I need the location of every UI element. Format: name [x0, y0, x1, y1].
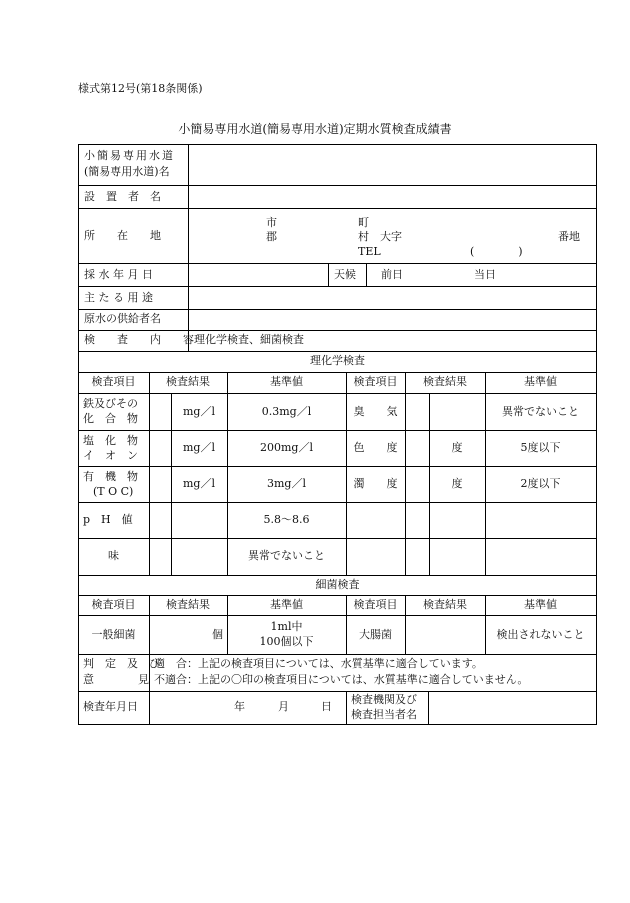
- form-id: 様式第12号(第18条関係): [78, 82, 203, 95]
- rule: [78, 309, 597, 310]
- item-iron: 化 合 物: [83, 412, 138, 425]
- weather-prev-day: 前日: [381, 268, 403, 281]
- date-day: 日: [321, 700, 332, 713]
- rule: [78, 286, 597, 287]
- rule: [78, 724, 597, 725]
- rule: [78, 595, 597, 596]
- location-banchi: 番地: [558, 230, 580, 243]
- col-standard: 基準値: [270, 598, 303, 611]
- agency-label: 検査担当者名: [351, 708, 417, 721]
- col-result: 検査結果: [423, 598, 467, 611]
- rule: [346, 691, 347, 724]
- rule: [78, 654, 597, 655]
- rule: [405, 372, 406, 575]
- col-standard: 基準値: [524, 598, 557, 611]
- item-iron: 鉄及びその: [83, 397, 138, 410]
- unit: mg／l: [183, 441, 215, 454]
- judgement-label: 意 見: [83, 673, 149, 686]
- item-chloride: イ オ ン: [83, 449, 138, 462]
- item-ph: p H 値: [83, 513, 133, 526]
- weather-label: 天候: [334, 268, 356, 281]
- rule: [78, 575, 597, 576]
- location-village: 村 大字: [358, 230, 402, 243]
- document-title: 小簡易専用水道(簡易専用水道)定期水質検査成績書: [178, 122, 452, 136]
- location-tel: TEL: [358, 245, 381, 258]
- rule: [78, 263, 597, 264]
- location-gun: 郡: [266, 230, 277, 243]
- standard-value: 2度以下: [520, 477, 561, 490]
- rule: [346, 372, 347, 575]
- judgement-fail: 不適合：上記の〇印の検査項目については、水質基準に適合していません。: [154, 673, 529, 686]
- rule: [596, 144, 597, 725]
- col-item: 検査項目: [91, 375, 136, 388]
- inspection-content-value: 理化学検査、細菌検査: [194, 333, 304, 346]
- item-color: 色 度: [353, 441, 398, 454]
- location-city: 市: [266, 216, 277, 229]
- rule: [328, 263, 329, 286]
- location-town: 町: [358, 216, 369, 229]
- standard-value: 1ml中: [270, 620, 303, 633]
- standard-value: 3mg／l: [267, 477, 306, 490]
- inspection-content-label: 検 査 内 容: [84, 333, 194, 346]
- col-standard: 基準値: [524, 375, 557, 388]
- rule: [78, 393, 597, 394]
- location-label: 所 在 地: [84, 229, 161, 242]
- item-general-bacteria: 一般細菌: [91, 628, 136, 641]
- rule: [366, 263, 367, 286]
- unit: mg／l: [183, 405, 215, 418]
- rule: [78, 185, 597, 186]
- rule: [78, 502, 597, 503]
- judgement-label: 判 定 及 び: [83, 657, 160, 670]
- standard-value: 200mg／l: [260, 441, 313, 454]
- standard-value: 異常でないこと: [502, 405, 579, 418]
- rule: [78, 372, 597, 373]
- item-chloride: 塩 化 物: [83, 434, 138, 447]
- sampling-date-label: 採 水 年 月 日: [84, 268, 153, 281]
- rule: [227, 372, 228, 575]
- rule: [428, 691, 429, 724]
- location-tel-paren: ( ): [470, 245, 523, 258]
- unit: mg／l: [183, 477, 215, 490]
- standard-value: 検出されないこと: [496, 628, 585, 641]
- rule: [149, 372, 150, 575]
- standard-value: 100個以下: [259, 635, 314, 648]
- col-item: 検査項目: [353, 375, 398, 388]
- main-use-label: 主 た る 用 途: [84, 291, 153, 304]
- physchem-section-title: 理化学検査: [310, 354, 365, 367]
- source-supplier-label: 原水の供給者名: [84, 312, 161, 325]
- facility-name-label: 小簡易専用水道: [84, 149, 175, 162]
- col-result: 検査結果: [423, 375, 467, 388]
- col-standard: 基準値: [270, 375, 303, 388]
- col-result: 検査結果: [166, 598, 210, 611]
- unit: 度: [451, 441, 463, 454]
- col-result: 検査結果: [166, 375, 210, 388]
- unit: 度: [451, 477, 463, 490]
- rule: [78, 538, 597, 539]
- rule: [78, 430, 597, 431]
- item-e-coli: 大腸菌: [359, 628, 392, 641]
- col-item: 検査項目: [91, 598, 136, 611]
- agency-label: 検査機関及び: [351, 693, 417, 706]
- rule: [78, 330, 597, 331]
- rule: [78, 144, 597, 145]
- standard-value: 5.8～8.6: [263, 513, 310, 526]
- judgement-pass: 適 合：上記の検査項目については、水質基準に適合しています。: [154, 657, 483, 670]
- facility-name-label: (簡易専用水道)名: [84, 165, 170, 178]
- item-taste: 味: [108, 549, 119, 562]
- installer-label: 設 置 者 名: [84, 190, 161, 203]
- unit: 個: [212, 628, 223, 641]
- item-odor: 臭 気: [353, 405, 398, 418]
- rule: [188, 144, 189, 351]
- rule: [78, 208, 597, 209]
- standard-value: 異常でないこと: [248, 549, 325, 562]
- bacteria-section-title: 細菌検査: [315, 578, 360, 591]
- rule: [78, 615, 597, 616]
- col-item: 検査項目: [353, 598, 398, 611]
- date-year: 年: [234, 700, 245, 713]
- rule: [485, 372, 486, 575]
- inspection-form-table: [78, 144, 597, 724]
- rule: [149, 691, 150, 724]
- rule: [78, 466, 597, 467]
- rule: [78, 351, 597, 352]
- standard-value: 5度以下: [520, 441, 561, 454]
- rule: [78, 691, 597, 692]
- weather-same-day: 当日: [474, 268, 496, 281]
- date-month: 月: [278, 700, 289, 713]
- item-toc: 有 機 物: [83, 470, 138, 483]
- item-turbidity: 濁 度: [353, 477, 398, 490]
- inspection-date-label: 検査年月日: [83, 700, 138, 713]
- standard-value: 0.3mg／l: [261, 405, 312, 418]
- item-toc: (T O C): [93, 485, 134, 498]
